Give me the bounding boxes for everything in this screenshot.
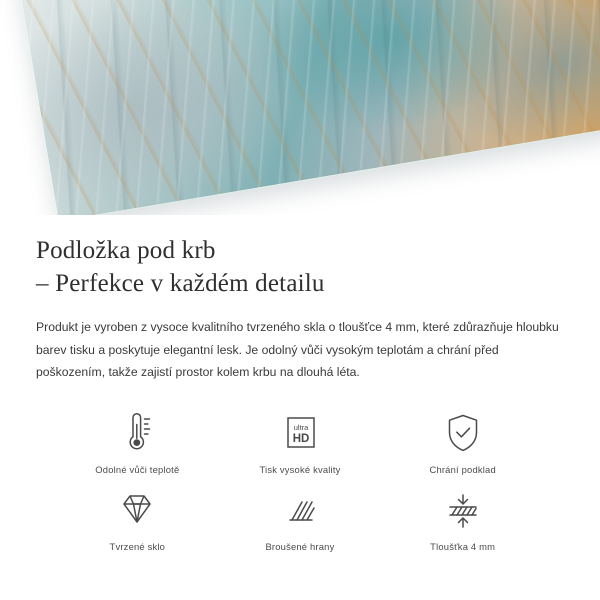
feature-item-protection [381,410,544,475]
thickness-arrows-icon [440,487,486,533]
ultra-hd-badge-bottom: HD [292,432,310,445]
sparkle-icon [516,166,556,206]
feature-item-thickness [381,487,544,552]
content-block [0,215,600,552]
ultra-hd-icon [278,410,322,456]
page-title-line2: – Perfekce v každém detailu [36,269,325,297]
feature-label: Chrání podklad [429,463,496,475]
feature-item-polished-edges [219,487,382,552]
thermometer-icon [116,410,158,456]
feature-label: Broušené hrany [265,540,335,552]
shield-check-icon [442,410,484,456]
feature-label: Tisk vysoké kvality [259,463,341,475]
feature-item-temperature [56,410,219,475]
feature-label: Tloušťka 4 mm [430,540,496,552]
feature-grid [36,410,564,552]
glass-panel-photo [4,0,600,215]
feature-item-tempered-glass [56,487,219,552]
page-title-line1: Podložka pod krb [36,237,216,264]
description-paragraph: Produkt je vyroben z vysoce kvalitního tvrzeného skla o tloušťce 4 mm, které zdůrazňuje hloubku barev tisku a poskytuje elegantní lesk. Je odolný vůči vysokým teplotám a chrání před poškozením, takže zajistí prostor kolem krbu na dlouhá léta. [36,320,559,380]
hero-image [0,0,600,215]
feature-label: Tvrzené sklo [109,540,166,552]
diamond-icon [114,487,160,533]
glass-gloss [4,0,600,215]
hatched-edge-icon [278,487,322,533]
feature-label: Odolné vůči teplotě [95,463,180,475]
feature-item-print-quality [219,410,382,475]
sparkle-small-icon [546,188,564,206]
ultra-hd-badge-top: ultra [293,422,309,432]
hero-image-inner [0,0,600,215]
page-title [36,235,564,300]
